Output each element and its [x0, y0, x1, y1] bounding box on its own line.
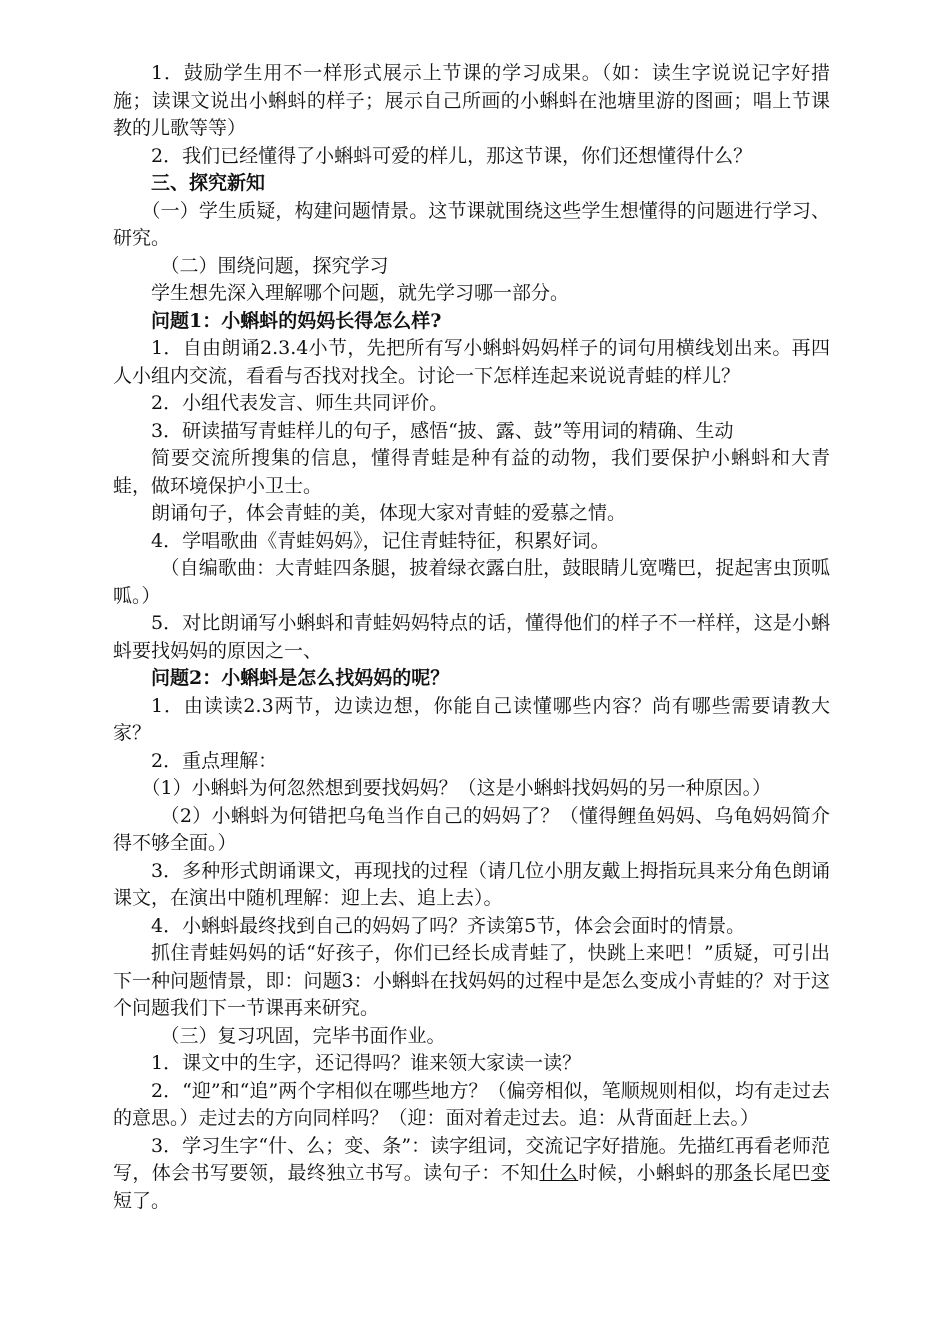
paragraph: 1．自由朗诵2.3.4小节，先把所有写小蝌蚪妈妈样子的词句用横线划出来。再四人小组内交流，看看与否找对找全。讨论一下怎样连起来说说青蛙的样儿？ [113, 337, 830, 387]
paragraph: （2）小蝌蚪为何错把乌龟当作自己的妈妈了？（懂得鲤鱼妈妈、乌龟妈妈简介得不够全面。） [113, 804, 830, 854]
paragraph: （一）学生质疑，构建问题情景。这节课就围绕这些学生想懂得的问题进行学习、研究。 [113, 199, 830, 249]
paragraph: 4．学唱歌曲《青蛙妈妈》，记住青蛙特征，积累好词。 [151, 529, 610, 552]
paragraph: 简要交流所搜集的信息，懂得青蛙是种有益的动物，我们要保护小蝌蚪和大青蛙，做环境保护小卫士。 [113, 447, 830, 497]
paragraph: 学生想先深入理解哪个问题，就先学习哪一部分。 [151, 282, 570, 304]
paragraph: 1．由读读2.3两节，边读边想，你能自己读懂哪些内容？尚有哪些需要请教大家？ [113, 694, 830, 744]
paragraph: （1）小蝌蚪为何忽然想到要找妈妈？（这是小蝌蚪找妈妈的另一种原因。） [141, 777, 772, 799]
paragraph: 2．“迎”和“追”两个字相似在哪些地方？（偏旁相似，笔顺规则相似，均有走过去的意思。）走过去的方向同样吗？（迎：面对着走过去。追：从背面赶上去。） [113, 1079, 830, 1129]
paragraph: 3．研读描写青蛙样儿的句子，感悟“披、露、鼓”等用词的精确、生动 [151, 419, 734, 442]
paragraph: 5．对比朗诵写小蝌蚪和青蛙妈妈特点的话，懂得他们的样子不一样样，这是小蝌蚪要找妈妈的原因之一、 [113, 612, 830, 662]
text-run: 3．学习生字“什、么；变、条”：读字组词，交流记字好措施。先描红再看老师范写，体会书写要领，最终独立书写。读句子：不知 [113, 1134, 830, 1184]
underlined-word: 变 [810, 1162, 830, 1184]
paragraph: （三）复习巩固，完毕书面作业。 [160, 1024, 446, 1047]
paragraph: 1．课文中的生字，还记得吗？谁来领大家读一读？ [151, 1052, 582, 1074]
paragraph-with-underlines [113, 1133, 830, 1216]
paragraph: （二）围绕问题，探究学习 [160, 254, 389, 277]
question-heading: 问题2：小蝌蚪是怎么找妈妈的呢？ [151, 667, 450, 689]
paragraph: 3．多种形式朗诵课文，再现找的过程（请几位小朋友戴上拇指玩具来分角色朗诵课文，在演出中随机理解：迎上去、追上去）。 [113, 859, 830, 909]
text-run: 短了。 [113, 1189, 171, 1212]
paragraph: 4．小蝌蚪最终找到自己的妈妈了吗？齐读第5节，体会会面时的情景。 [151, 914, 746, 937]
paragraph: 1．鼓励学生用不一样形式展示上节课的学习成果。（如：读生字说说记字好措施；读课文说出小蝌蚪的样子；展示自己所画的小蝌蚪在池塘里游的图画；唱上节课教的儿歌等等） [113, 62, 830, 139]
paragraph: 2．我们已经懂得了小蝌蚪可爱的样儿，那这节课，你们还想懂得什么？ [151, 144, 753, 167]
text-run: 时候，小蝌蚪的那 [578, 1162, 734, 1184]
paragraph: 2．小组代表发言、师生共同评价。 [151, 392, 449, 414]
paragraph: （自编歌曲：大青蛙四条腿，披着绿衣露白肚，鼓眼睛儿宽嘴巴，捉起害虫顶呱呱。） [113, 557, 830, 607]
question-heading: 问题1：小蝌蚪的妈妈长得怎么样? [151, 309, 442, 332]
section-heading: 三、探究新知 [151, 172, 266, 194]
underlined-word: 什么 [539, 1162, 579, 1184]
paragraph: 朗诵句子，体会青蛙的美，体现大家对青蛙的爱慕之情。 [151, 502, 627, 524]
paragraph: 抓住青蛙妈妈的话“好孩子，你们已经长成青蛙了，快跳上来吧！”质疑，可引出下一种问题情景，即：问题3：小蝌蚪在找妈妈的过程中是怎么变成小青蛙的？对于这个问题我们下一节课再来研究。 [113, 942, 830, 1019]
paragraph: 2．重点理解： [151, 749, 278, 772]
text-run: 长尾巴 [752, 1162, 811, 1184]
underlined-word: 条 [733, 1162, 753, 1184]
